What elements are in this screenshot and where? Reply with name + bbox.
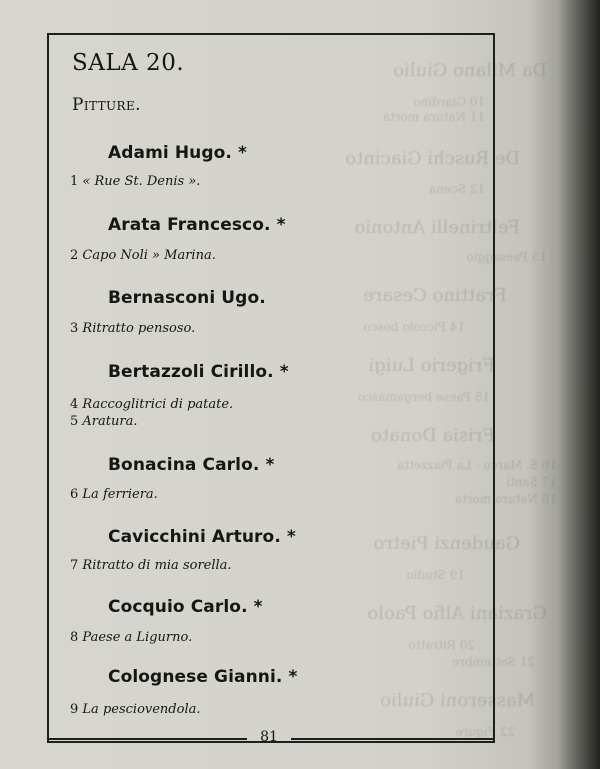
artist-heading	[108, 667, 298, 687]
artist-mark: *	[279, 362, 289, 382]
bleed-line: 18 Natura morta	[454, 492, 557, 506]
artwork-line	[70, 174, 200, 189]
bleed-line: De Ruschi Giacinto	[345, 148, 520, 169]
bleed-line: Frattino Cesare	[363, 285, 507, 306]
artwork-line	[70, 558, 232, 573]
artist-name: Arata Francesco.	[108, 215, 271, 235]
bleed-line: 11 Natura morta	[382, 110, 485, 124]
artist-name: Adami Hugo.	[108, 143, 232, 163]
artwork-number: 7	[70, 558, 79, 573]
artwork-number: 1	[70, 174, 79, 189]
bleed-line: 22 Figure	[455, 725, 515, 739]
room-heading: SALA 20.	[72, 50, 185, 76]
artist-name: Bertazzoli Cirillo.	[108, 362, 274, 382]
artist-heading	[108, 455, 274, 475]
page-number: 81	[260, 729, 278, 745]
section-heading: Pitture.	[72, 95, 141, 115]
artwork-line	[70, 397, 233, 412]
artist-mark: *	[238, 143, 248, 163]
artwork-title: Paese a Ligurno.	[82, 630, 193, 645]
artist-mark: *	[288, 667, 298, 687]
footer-rule-right	[291, 738, 495, 740]
artist-mark: *	[265, 455, 275, 475]
artwork-number: 3	[70, 321, 79, 336]
artwork-title: Raccoglitrici di patate.	[82, 397, 234, 412]
bleed-line: 10 Giardino	[413, 95, 485, 109]
artwork-title: Capo Noli » Marina.	[82, 248, 216, 263]
bleed-line: Feltrinelli Antonio	[354, 217, 520, 238]
bleed-line: 13 Paesaggio	[466, 250, 547, 264]
bleed-line: 14 Piccolo bosco	[363, 320, 465, 334]
artist-name: Colognese Gianni.	[108, 667, 283, 687]
artwork-line	[70, 630, 192, 645]
bleed-line: Graziani Alfio Paolo	[367, 603, 547, 624]
bleed-line: 15 Paese bergamasco	[358, 390, 490, 404]
artwork-title: Ritratto di mia sorella.	[82, 558, 232, 573]
bleed-line: Gaudenzi Pietro	[373, 533, 520, 554]
artist-heading	[108, 288, 266, 308]
artwork-title: Ritratto pensoso.	[82, 321, 196, 336]
artist-mark: *	[276, 215, 286, 235]
artist-heading	[108, 362, 289, 382]
artist-name: Bonacina Carlo.	[108, 455, 260, 475]
artwork-number: 9	[70, 702, 79, 717]
bleed-line: 19 Studio	[406, 568, 465, 582]
artist-heading	[108, 597, 263, 617]
artist-name: Bernasconi Ugo.	[108, 288, 266, 308]
bleed-line: 21 Settembre	[451, 655, 535, 669]
artwork-line	[70, 321, 195, 336]
book-gutter-shadow	[558, 0, 600, 769]
artwork-number: 8	[70, 630, 79, 645]
artist-heading	[108, 143, 247, 163]
artist-mark: *	[253, 597, 263, 617]
bleed-line: 12 Scena	[428, 182, 485, 196]
bleed-line: 20 Ritratto	[408, 638, 475, 652]
artwork-line	[70, 248, 216, 263]
artwork-title: La ferriera.	[82, 487, 158, 502]
artwork-line	[70, 487, 158, 502]
artwork-number: 5	[70, 414, 79, 429]
footer-rule-left	[47, 738, 247, 740]
artwork-title: La pesciovendola.	[82, 702, 201, 717]
bleed-line: Masseroni Giulio	[380, 690, 535, 711]
bleed-line: Frisia Donato	[371, 425, 495, 446]
bleed-line: 16 S. Marco - La Piazzetta	[397, 458, 557, 472]
artist-name: Cocquio Carlo.	[108, 597, 248, 617]
artwork-line	[70, 414, 137, 429]
bleed-line: Frigerio Luigi	[368, 355, 495, 376]
bleed-line: Da Milano Giulio	[393, 60, 547, 81]
artist-name: Cavicchini Arturo.	[108, 527, 281, 547]
artist-mark: *	[286, 527, 296, 547]
artist-heading	[108, 215, 286, 235]
artwork-line	[70, 702, 201, 717]
artwork-title: « Rue St. Denis ».	[82, 174, 201, 189]
artwork-title: Aratura.	[82, 414, 138, 429]
bleed-line: 17 Santi	[506, 475, 557, 489]
artwork-number: 6	[70, 487, 79, 502]
artist-heading	[108, 527, 296, 547]
artwork-number: 2	[70, 248, 79, 263]
artwork-number: 4	[70, 397, 79, 412]
